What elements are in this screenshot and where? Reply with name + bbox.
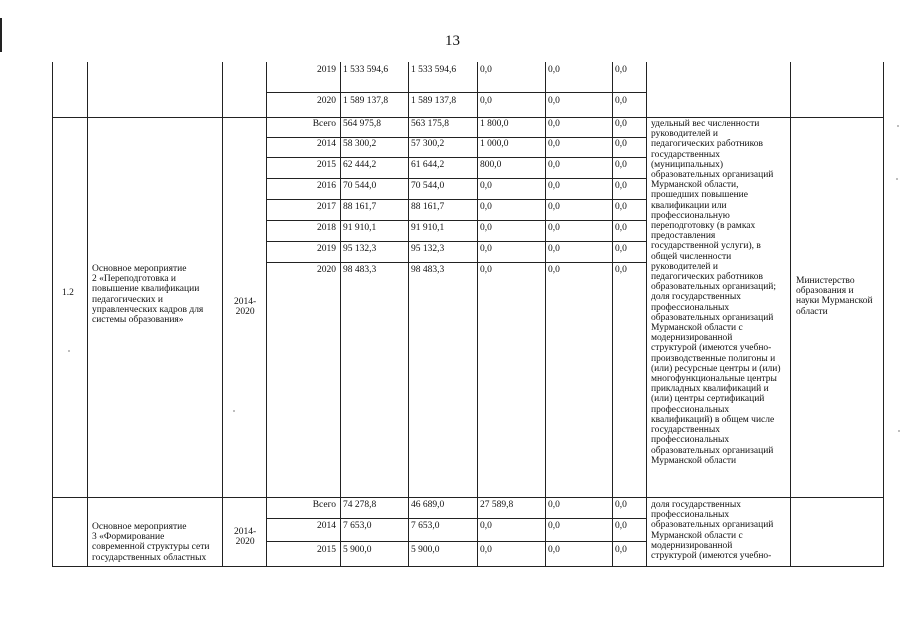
cell-year: 2015 [317, 545, 336, 555]
indicator-text: удельный вес численности руководителей и педагогических работников государственных (муниципальных) образовательных организаций Мурманской области, прошедших повышение квалификации или профессиональную переподготовку (в рамках предоставления государственной услуги), в общей численности руководителей и педагогических работников образовательных организаций; доля государственных профессиональных образовательных организаций Мурманской области с модернизированной структурой (имеются учебно- производственные полигоны и (или) ресурсные центры и (или) многофункциональные центры прикладных квалификаций и (или) центры сертификаций профессиональных квалификаций) в общем числе государственных профессиональных образовательных организаций Мурманской области [651, 119, 781, 466]
cell-c2: 7 653,0 [411, 521, 440, 531]
cell-c4: 0,0 [548, 181, 560, 191]
row-number: 1.2 [62, 288, 74, 298]
cell-c5: 0,0 [615, 160, 627, 170]
cell-total: 91 910,1 [343, 223, 377, 233]
cell-c3: 1 800,0 [480, 119, 509, 129]
cell-c5: 0,0 [615, 202, 627, 212]
cell-c4: 0,0 [548, 96, 560, 106]
row-border [266, 199, 647, 200]
cell-c3: 0,0 [480, 545, 492, 555]
cell-year: 2018 [317, 223, 336, 233]
cell-year: 2020 [317, 265, 336, 275]
cell-c3: 0,0 [480, 96, 492, 106]
cell-total: 58 300,2 [343, 139, 377, 149]
cell-c4: 0,0 [548, 202, 560, 212]
cell-c4: 0,0 [548, 139, 560, 149]
cell-c4: 0,0 [548, 160, 560, 170]
cell-year: 2014 [317, 521, 336, 531]
scan-speck [68, 350, 70, 352]
cell-year: 2016 [317, 181, 336, 191]
cell-c3: 0,0 [480, 244, 492, 254]
cell-c5: 0,0 [615, 65, 627, 75]
column-border [52, 62, 53, 566]
row-border [266, 157, 647, 158]
cell-total: 1 589 137,8 [343, 96, 389, 106]
cell-c2: 5 900,0 [411, 545, 440, 555]
cell-total: 70 544,0 [343, 181, 377, 191]
cell-total: 62 444,2 [343, 160, 377, 170]
cell-total: 74 278,8 [343, 500, 377, 510]
row-border [266, 220, 647, 221]
cell-c5: 0,0 [615, 119, 627, 129]
cell-c4: 0,0 [548, 65, 560, 75]
cell-total: 98 483,3 [343, 265, 377, 275]
cell-total: 1 533 594,6 [343, 65, 389, 75]
scan-speck [896, 178, 898, 180]
cell-c2: 46 689,0 [411, 500, 445, 510]
row-border [266, 92, 647, 93]
cell-c2: 88 161,7 [411, 202, 445, 212]
cell-c5: 0,0 [615, 181, 627, 191]
cell-c3: 0,0 [480, 521, 492, 531]
cell-year: 2019 [317, 65, 336, 75]
row-border [52, 497, 884, 498]
column-border [222, 62, 223, 566]
row-border [266, 262, 647, 263]
cell-c5: 0,0 [615, 500, 627, 510]
cell-c2: 563 175,8 [411, 119, 449, 129]
cell-c5: 0,0 [615, 96, 627, 106]
cell-year: Всего [312, 500, 336, 510]
row-border [266, 518, 647, 519]
cell-c2: 57 300,2 [411, 139, 445, 149]
cell-c5: 0,0 [615, 545, 627, 555]
cell-c2: 70 544,0 [411, 181, 445, 191]
cell-c2: 61 644,2 [411, 160, 445, 170]
row-border [52, 566, 884, 567]
cell-year: 2015 [317, 160, 336, 170]
cell-c3: 0,0 [480, 181, 492, 191]
cell-total: 88 161,7 [343, 202, 377, 212]
cell-c4: 0,0 [548, 223, 560, 233]
cell-c5: 0,0 [615, 139, 627, 149]
cell-c3: 1 000,0 [480, 139, 509, 149]
scan-speck [233, 410, 235, 412]
cell-total: 95 132,3 [343, 244, 377, 254]
cell-c2: 1 589 137,8 [411, 96, 457, 106]
measure-name: Основное мероприятие 3 «Формирование современной структуры сети государственных областных [92, 522, 210, 563]
row-border [266, 178, 647, 179]
cell-total: 7 653,0 [343, 521, 372, 531]
page-number: 13 [445, 33, 460, 49]
row-border [52, 117, 884, 118]
cell-c3: 0,0 [480, 202, 492, 212]
executor-text: Министерство образования и науки Мурманской области [796, 276, 873, 317]
measure-name: Основное мероприятие 2 «Переподготовка и повышение квалификации педагогических и управленческих кадров для системы образования» [92, 264, 204, 326]
measure-period: 2014- 2020 [234, 297, 257, 318]
cell-c3: 800,0 [480, 160, 502, 170]
measure-period: 2014- 2020 [234, 527, 257, 548]
cell-c4: 0,0 [548, 265, 560, 275]
page-edge-mark [0, 18, 2, 52]
cell-year: 2020 [317, 96, 336, 106]
cell-year: Всего [312, 119, 336, 129]
cell-c4: 0,0 [548, 521, 560, 531]
cell-c5: 0,0 [615, 265, 627, 275]
column-border [87, 62, 88, 566]
row-border [266, 541, 647, 542]
cell-c2: 95 132,3 [411, 244, 445, 254]
cell-c5: 0,0 [615, 244, 627, 254]
cell-year: 2017 [317, 202, 336, 212]
row-border [266, 241, 647, 242]
cell-c3: 0,0 [480, 223, 492, 233]
indicator-text: доля государственных профессиональных образовательных организаций Мурманской области с модернизированной структурой (имеются учебно- [651, 500, 774, 562]
cell-year: 2014 [317, 139, 336, 149]
column-border [883, 62, 884, 566]
cell-c3: 0,0 [480, 65, 492, 75]
cell-c5: 0,0 [615, 223, 627, 233]
cell-c3: 27 589,8 [480, 500, 514, 510]
cell-c3: 0,0 [480, 265, 492, 275]
row-border [266, 137, 647, 138]
cell-c2: 98 483,3 [411, 265, 445, 275]
cell-c4: 0,0 [548, 545, 560, 555]
cell-year: 2019 [317, 244, 336, 254]
cell-c4: 0,0 [548, 119, 560, 129]
cell-total: 564 975,8 [343, 119, 381, 129]
cell-total: 5 900,0 [343, 545, 372, 555]
cell-c4: 0,0 [548, 500, 560, 510]
cell-c2: 1 533 594,6 [411, 65, 457, 75]
cell-c5: 0,0 [615, 521, 627, 531]
scan-speck [898, 430, 900, 432]
scan-speck [897, 125, 899, 127]
cell-c2: 91 910,1 [411, 223, 445, 233]
column-border [790, 62, 791, 566]
cell-c4: 0,0 [548, 244, 560, 254]
